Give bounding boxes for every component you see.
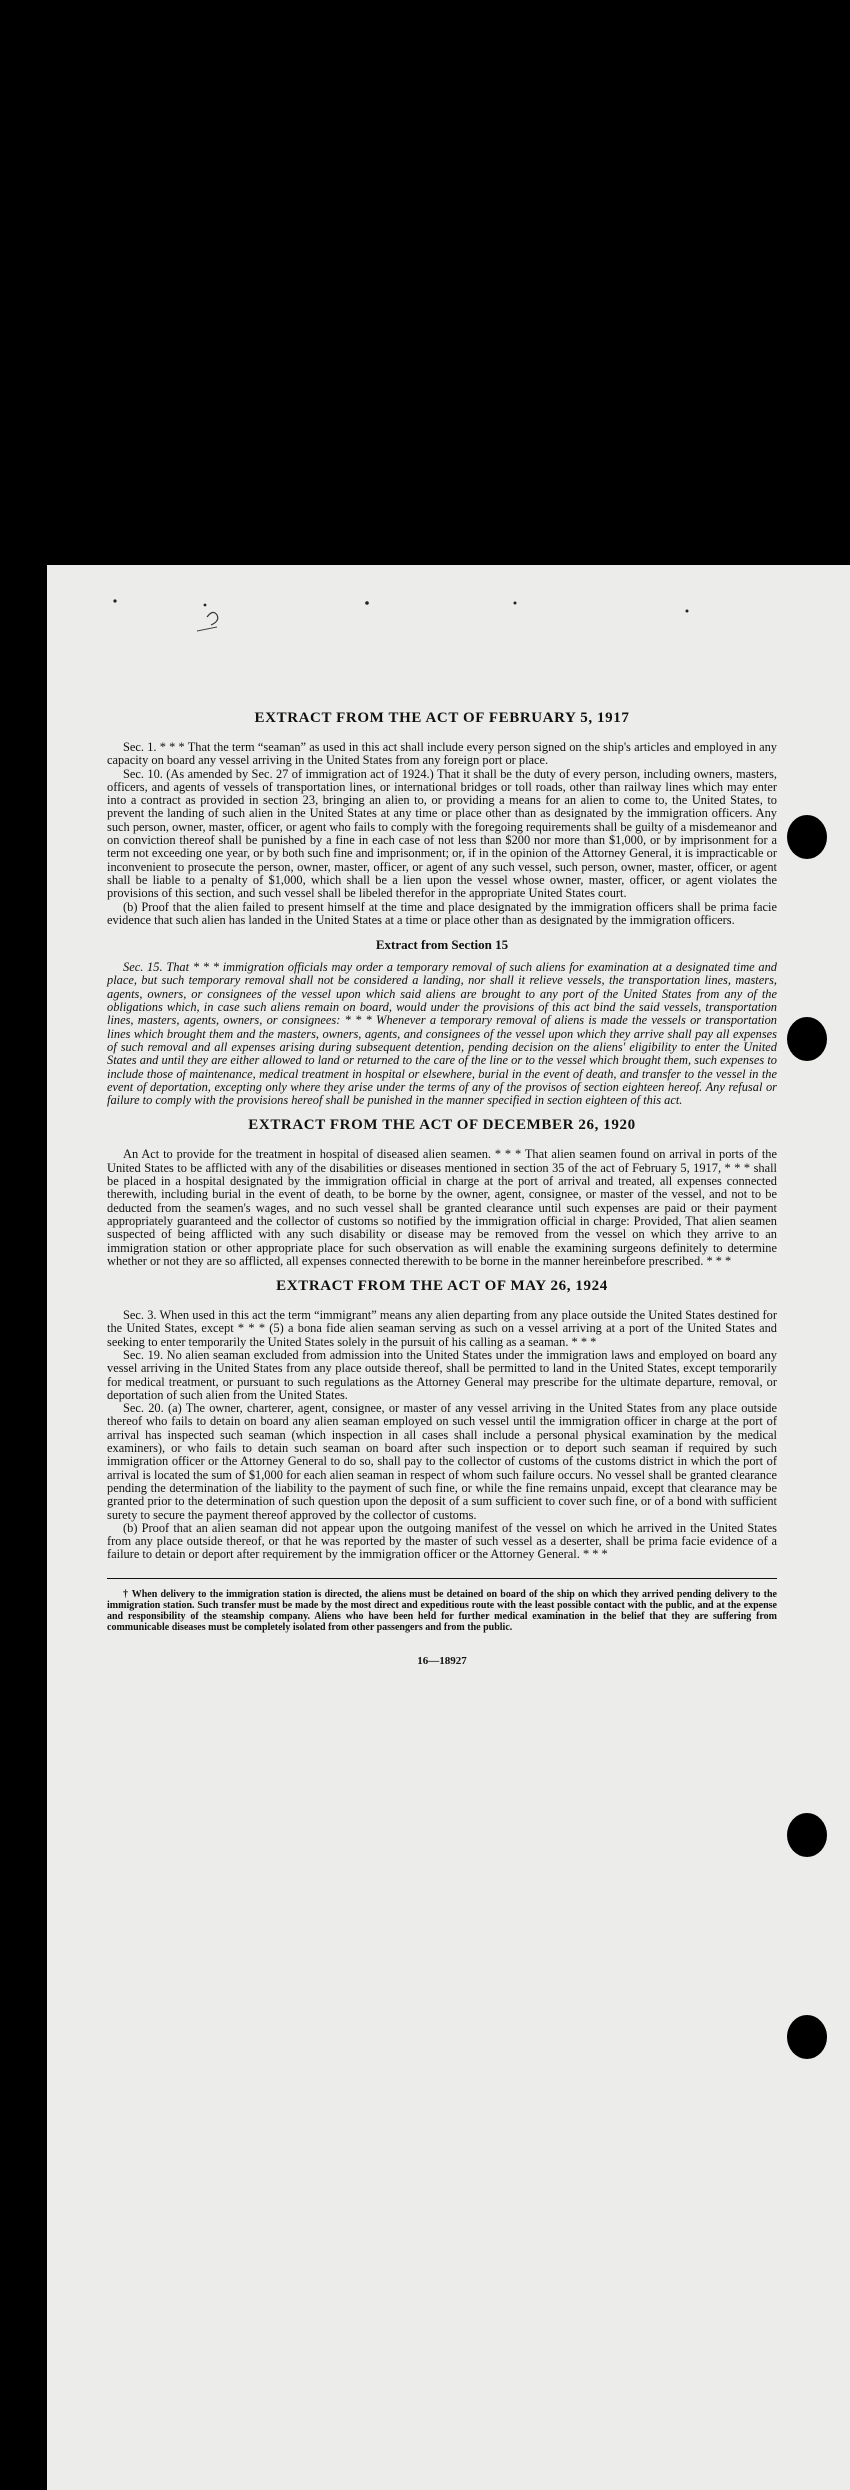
paragraph-sec19: Sec. 19. No alien seaman excluded from admission into the United States under the immigration laws and employed on board any vessel arriving in the United States from any place outside thereof, shall be permitted to land in the United States, except temporarily for medical treatment, or pursuant to such regulations as the Attorney General may prescribe for the ultimate departure, removal, or deportation of such alien from the United States.	[107, 1347, 777, 1402]
paragraph-sec20a: Sec. 20. (a) The owner, charterer, agent, consignee, or master of any vessel arriving in the United States from any place outside thereof who fails to detain on board any alien seaman employed on such vessel until the immigration officer in charge at the port of arrival has inspected such seaman (which inspection in all cases shall include a personal physical examination by the medical examiners), or who fails to detain such seaman on board after such inspection or to deport such seaman if required by such immigration officer or the Attorney General to do so, shall pay to the collector of customs of the customs district in which the port of arrival is located the sum of $1,000 for each alien seaman in respect of whom such failure occurs. No vessel shall be granted clearance pending the determination of the liability to the payment of such fine, or while the fine remains unpaid, except that clearance may be granted prior to the determination of such question upon the deposit of a sum sufficient to cover such fine, or of a bond with sufficient surety to secure the payment thereof approved by the collector of customs.	[107, 1401, 777, 1522]
page-number: 16—18927	[417, 1654, 467, 1667]
heading-section-15: Extract from Section 15	[375, 937, 509, 953]
paragraph-sec10b: (b) Proof that the alien failed to present himself at the time and place designated by the immigration officers shall be prima facie evidence that such alien has landed in the United States at a time or place other than as designated by the immigration officers.	[107, 899, 777, 927]
paragraph-sec3: Sec. 3. When used in this act the term “immigrant” means any alien departing from any place outside the United States destined for the United States, except * * * (5) a bona fide alien seaman serving as such on a vessel arriving at a port of the United States and seeking to enter temporarily the United States solely in the pursuit of his calling as a seaman. * * *	[107, 1308, 777, 1349]
punch-hole	[787, 1813, 827, 1857]
punch-hole	[787, 1017, 827, 1061]
paragraph-sec1: Sec. 1. * * * That the term “seaman” as used in this act shall include every person signed on the ship's articles and employed in any capacity on board any vessel arriving in the United States from any foreign port or place.	[107, 740, 777, 768]
footnote-divider	[107, 1578, 777, 1579]
footnote: † When delivery to the immigration station is directed, the aliens must be detained on board of the ship on which they arrived pending delivery to the immigration station. Such transfer must be made by the most direct and expeditious route with the least possible contact with the public, and at the expense and responsibility of the steamship company. Aliens who have been held for further medical examination in the belief that they are suffering from communicable diseases must be completely isolated from other passengers and from the public.	[107, 1588, 777, 1633]
paragraph-act-1920: An Act to provide for the treatment in hospital of diseased alien seamen. * * * That alien seamen found on arrival in ports of the United States to be afflicted with any of the disabilities or diseases mentioned in section 35 of the act of February 5, 1917, * * * shall be placed in a hospital designated by the immigration official in charge at the port of arrival and treated, all expenses connected therewith, including burial in the event of death, to be borne by the owner, agent, consignee, or master of the vessel, and not to be deducted from the seamen's wages, and no such vessel shall be granted clearance until such expenses are paid or their payment appropriately guaranteed and the collector of customs so notified by the immigration official in charge: Provided, That alien seamen suspected of being afflicted with any such disability or disease may be removed from the vessel on which they arrive to an immigration station or other appropriate place for such observation as will enable the examining surgeons definitely to determine whether or not they are so afflicted, all expenses connected therewith to be borne in the manner hereinbefore prescribed. * * *	[107, 1147, 777, 1268]
paragraph-sec10: Sec. 10. (As amended by Sec. 27 of immigration act of 1924.) That it shall be the duty of every person, including owners, masters, officers, and agents of vessels of transportation lines, or international bridges or toll roads, other than railway lines which may enter into a contract as provided in section 23, bringing an alien to, or providing a means for an alien to come to, the United States, to prevent the landing of such alien in the United States at any time or place other than as designated by the immigration officers. Any such person, owner, master, officer, or agent who fails to comply with the foregoing requirements shall be guilty of a misdemeanor and on conviction thereof shall be punished by a fine in each case of not less than $200 nor more than $1,000, or by imprisonment for a term not exceeding one year, or by both such fine and imprisonment; or, if in the opinion of the Attorney General, it is impracticable or inconvenient to prosecute the person, owner, master, officer, or agent of any such vessel, such person, owner, master, officer, or agent shall be liable to a penalty of $1,000, which shall be a lien upon the vessel whose owner, master, officer, or agent violates the provisions of this section, and such vessel shall be libeled therefor in the appropriate United States court.	[107, 766, 777, 901]
punch-hole	[787, 2015, 827, 2059]
document-page	[47, 565, 850, 2490]
document-body	[107, 710, 777, 1667]
heading-act-1924: EXTRACT FROM THE ACT OF MAY 26, 1924	[276, 1278, 608, 1295]
paragraph-sec15: Sec. 15. That * * * immigration officials may order a temporary removal of such aliens for examination at a designated time and place, but such temporary removal shall not be considered a landing, nor shall it relieve vessels, the transportation lines, masters, agents, owners, or consignees of the vessel upon which said aliens are brought to any port of the United States from any of the obligations which, in case such aliens remain on board, would under the provisions of this act bind the said vessels, transportation lines, masters, agents, owners, or consignees: * * * Whenever a temporary removal of aliens is made the vessels or transportation lines which brought them and the masters, owners, agents, and consignees of the vessel upon which they arrive shall pay all expenses of such removal and all expenses arising during subsequent detention, pending decision on the aliens' eligibility to enter the United States and until they are either allowed to land or returned to the care of the line or to the vessel which brought them, such expenses to include those of maintenance, medical treatment in hospital or elsewhere, burial in the event of death, and transfer to the vessel in the event of deportation, excepting only where they arise under the terms of any of the provisos of section eighteen hereof. Any refusal or failure to comply with the provisions hereof shall be punished in the manner specified in section eighteen of this act.	[107, 960, 777, 1108]
punch-hole	[787, 815, 827, 859]
heading-act-1917: EXTRACT FROM THE ACT OF FEBRUARY 5, 1917	[254, 710, 630, 726]
paper-specks	[47, 565, 850, 685]
heading-act-1920: EXTRACT FROM THE ACT OF DECEMBER 26, 1920	[248, 1117, 636, 1134]
paragraph-sec20b: (b) Proof that an alien seaman did not appear upon the outgoing manifest of the vessel on which he arrived in the United States from any place outside thereof, or that he was reported by the master of such vessel as a deserter, shall be prima facie evidence of a failure to detain or deport after requirement by the immigration officer or the Attorney General. * * *	[107, 1520, 777, 1562]
